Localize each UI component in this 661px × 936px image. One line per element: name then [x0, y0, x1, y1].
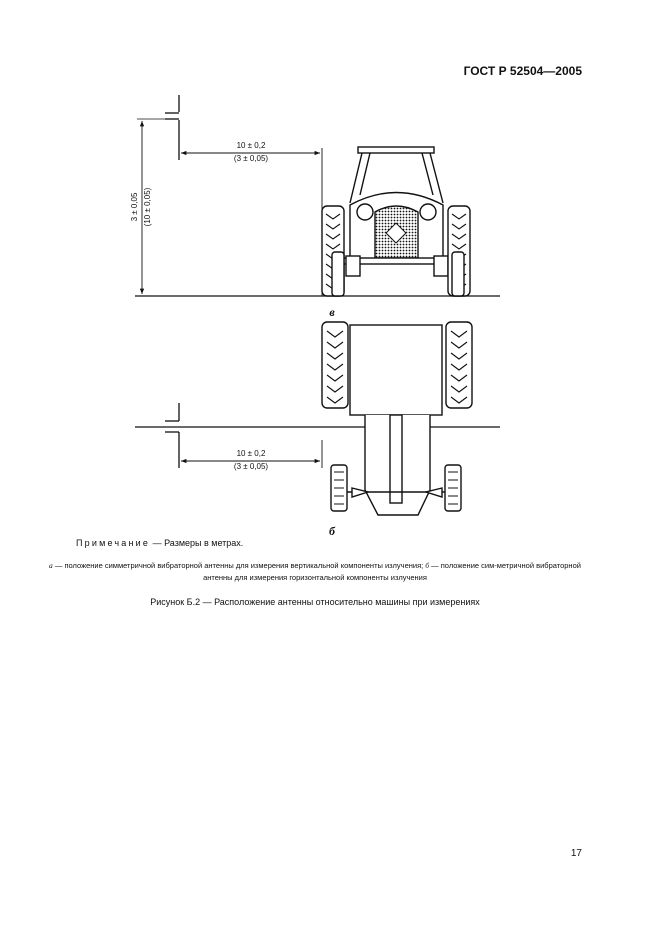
view-a-dim: 10 ± 0,2	[236, 141, 266, 150]
figure-note	[76, 538, 243, 548]
figure-legend	[48, 560, 582, 584]
view-a-dim-alt: (3 ± 0,05)	[233, 154, 269, 163]
view-b-dim-alt: (3 ± 0,05)	[233, 462, 269, 471]
view-b-top	[135, 322, 500, 515]
height-dim: 3 ± 0,05	[130, 192, 139, 222]
tractor-front-view	[322, 147, 470, 296]
antenna-horizontal-symbol	[165, 403, 179, 468]
tractor-top-view	[322, 322, 472, 515]
height-dim-alt: (10 ± 0,05)	[143, 187, 152, 227]
standard-number: ГОСТ Р 52504—2005	[463, 64, 582, 78]
view-a-front	[135, 95, 500, 296]
legend-a-text: — положение симметричной вибраторной антенны для измерения вертикальной компоненты излучения;	[52, 561, 426, 570]
legend-b-key: б	[425, 561, 430, 570]
note-text: — Размеры в метрах.	[150, 538, 244, 548]
legend-b-text: — положение сим-метричной вибраторной антенны для измерения горизонтальной компоненты излучения	[203, 561, 581, 582]
page-number: 17	[570, 848, 582, 859]
view-a-label: в	[329, 305, 335, 319]
view-b-label: б	[329, 524, 335, 538]
view-b-dim: 10 ± 0,2	[236, 449, 266, 458]
figure-caption: Рисунок Б.2 — Расположение антенны относительно машины при измерениях	[150, 597, 480, 607]
antenna-vertical-symbol	[165, 95, 179, 160]
note-prefix: Примечание	[76, 538, 151, 548]
legend-a-key: а	[49, 561, 53, 570]
